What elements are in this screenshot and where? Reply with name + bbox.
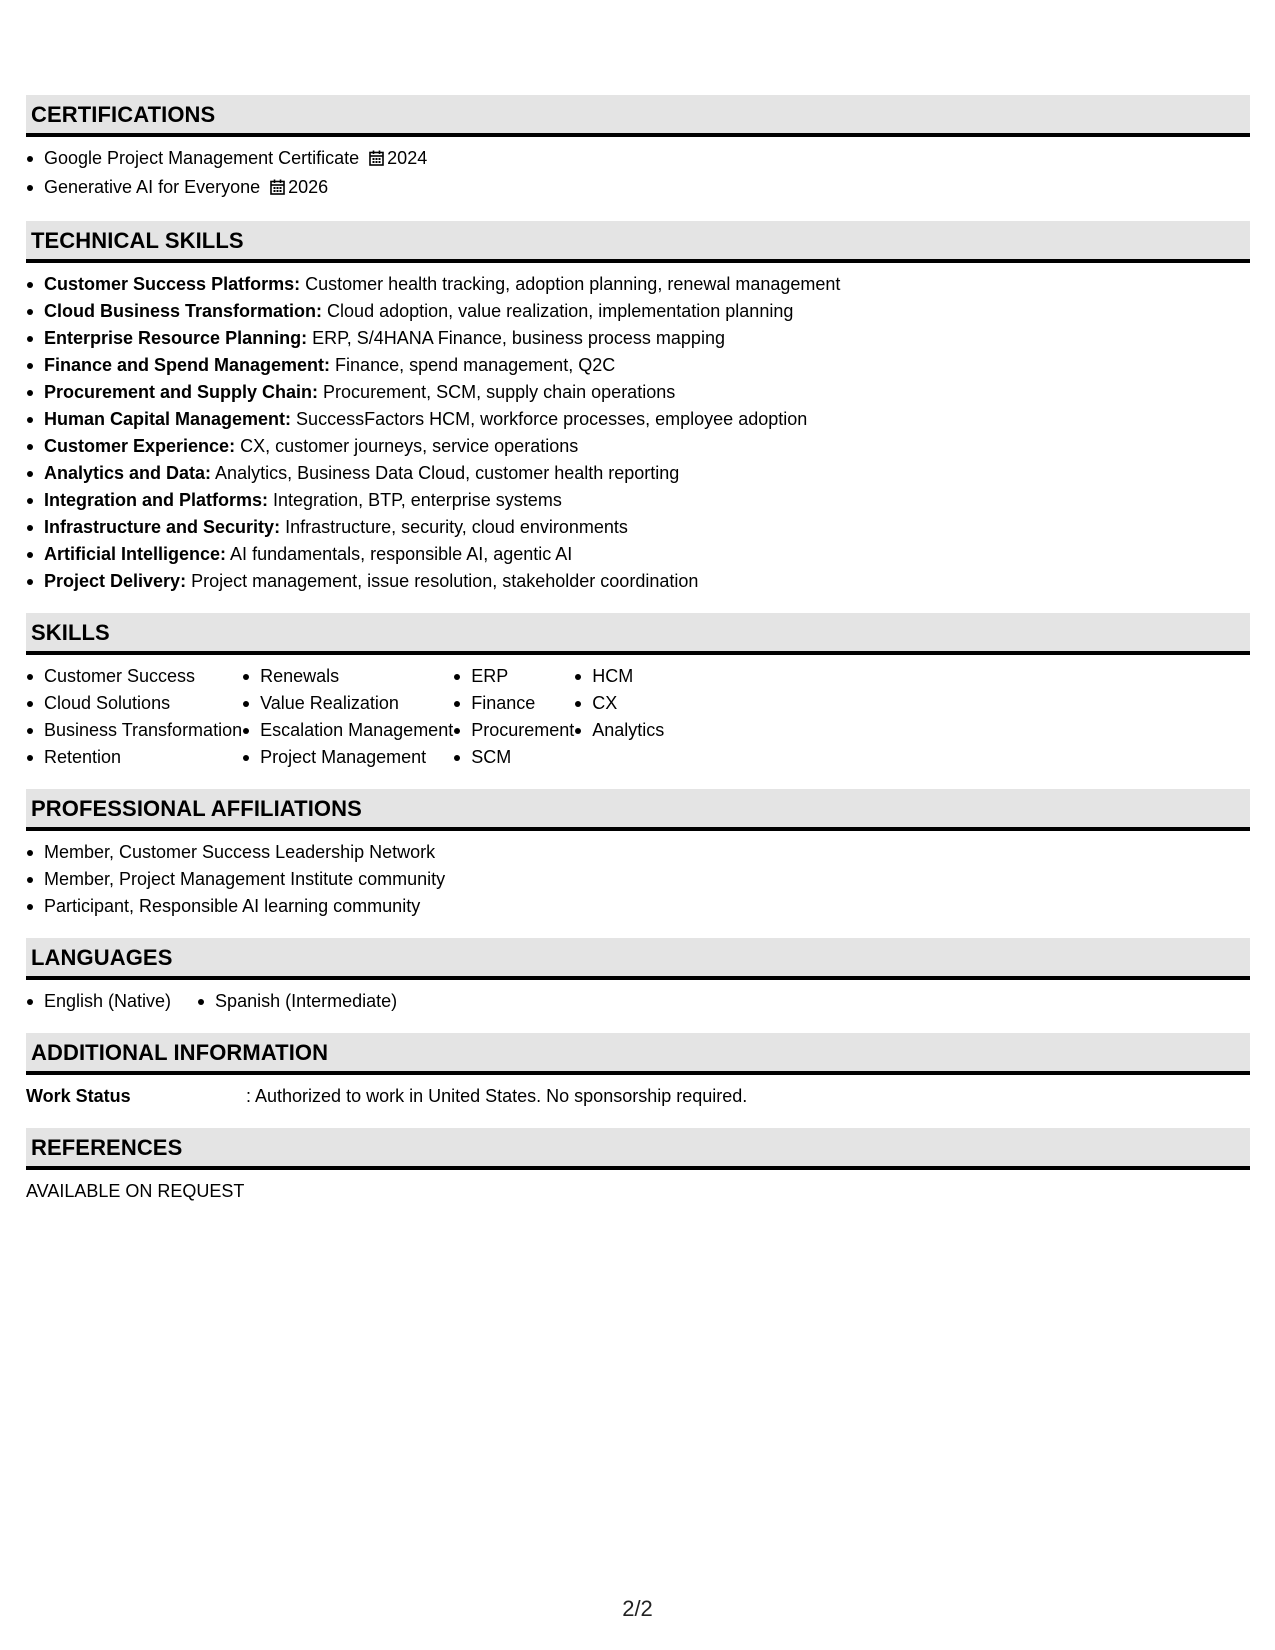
list-item: Cloud Solutions <box>44 690 242 717</box>
skill-category: Finance and Spend Management: <box>44 355 331 375</box>
certifications-heading: CERTIFICATIONS <box>26 95 1250 137</box>
list-item <box>44 352 1250 379</box>
list-item: Business Transformation <box>44 717 242 744</box>
calendar-icon <box>270 176 285 203</box>
list-item <box>44 487 1250 514</box>
skill-category: Cloud Business Transformation: <box>44 301 323 321</box>
list-item: Member, Project Management Institute community <box>44 866 1250 893</box>
list-item <box>44 145 1250 174</box>
skill-category: Project Delivery: <box>44 571 187 591</box>
skill-category: Integration and Platforms: <box>44 490 269 510</box>
affiliations-section <box>26 789 1250 920</box>
certifications-section <box>26 95 1250 203</box>
page-number: 2/2 <box>622 1596 653 1621</box>
list-item: Escalation Management <box>260 717 453 744</box>
additional-info-section <box>26 1033 1250 1110</box>
list-item: Retention <box>44 744 242 771</box>
skill-detail: Integration, BTP, enterprise systems <box>268 490 562 510</box>
skill-category: Human Capital Management: <box>44 409 292 429</box>
skill-detail: Cloud adoption, value realization, implementation planning <box>322 301 794 321</box>
list-item <box>44 174 1250 203</box>
certification-name: Generative AI for Everyone <box>44 177 261 197</box>
calendar-icon <box>369 147 384 174</box>
list-item: ERP <box>471 663 574 690</box>
skill-category: Analytics and Data: <box>44 463 212 483</box>
list-item <box>44 379 1250 406</box>
technical-skills-heading: TECHNICAL SKILLS <box>26 221 1250 263</box>
list-item: Procurement <box>471 717 574 744</box>
list-item <box>44 514 1250 541</box>
technical-skills-list <box>26 271 1250 595</box>
references-text: AVAILABLE ON REQUEST <box>26 1181 245 1201</box>
list-item <box>44 325 1250 352</box>
skill-category: Artificial Intelligence: <box>44 544 227 564</box>
list-item <box>44 271 1250 298</box>
work-status-row <box>26 1083 1250 1110</box>
work-status-label: Work Status <box>26 1086 131 1106</box>
list-item <box>44 406 1250 433</box>
list-item <box>44 541 1250 568</box>
skills-column <box>44 663 242 771</box>
languages-section <box>26 938 1250 1015</box>
certification-year: 2026 <box>288 177 329 197</box>
resume-page <box>26 95 1250 1223</box>
list-item <box>44 568 1250 595</box>
skill-detail: Infrastructure, security, cloud environments <box>280 517 628 537</box>
affiliations-heading: PROFESSIONAL AFFILIATIONS <box>26 789 1250 831</box>
certification-year: 2024 <box>387 148 428 168</box>
skill-detail: AI fundamentals, responsible AI, agentic AI <box>226 544 573 564</box>
list-item: Value Realization <box>260 690 453 717</box>
skill-category: Customer Success Platforms: <box>44 274 301 294</box>
skill-category: Procurement and Supply Chain: <box>44 382 319 402</box>
list-item: Customer Success <box>44 663 242 690</box>
list-item: CX <box>592 690 664 717</box>
additional-info-heading: ADDITIONAL INFORMATION <box>26 1033 1250 1075</box>
work-status-value: : Authorized to work in United States. No sponsorship required. <box>246 1086 748 1106</box>
list-item <box>44 460 1250 487</box>
certifications-list <box>26 145 1250 203</box>
list-item: SCM <box>471 744 574 771</box>
references-section <box>26 1128 1250 1205</box>
languages-list <box>26 988 1250 1015</box>
list-item <box>44 298 1250 325</box>
language-item: Spanish (Intermediate) <box>215 988 397 1015</box>
list-item: Project Management <box>260 744 453 771</box>
list-item: Renewals <box>260 663 453 690</box>
list-item: Finance <box>471 690 574 717</box>
language-item: English (Native) <box>44 988 171 1015</box>
skill-detail: Finance, spend management, Q2C <box>330 355 616 375</box>
affiliations-list <box>26 839 1250 920</box>
skill-category: Enterprise Resource Planning: <box>44 328 308 348</box>
skills-columns <box>26 663 1250 771</box>
skill-detail: SuccessFactors HCM, workforce processes, employee adoption <box>291 409 808 429</box>
list-item: Member, Customer Success Leadership Network <box>44 839 1250 866</box>
skill-detail: Customer health tracking, adoption planning, renewal management <box>300 274 841 294</box>
skills-column <box>574 663 664 771</box>
languages-heading: LANGUAGES <box>26 938 1250 980</box>
skill-category: Infrastructure and Security: <box>44 517 281 537</box>
certification-name: Google Project Management Certificate <box>44 148 360 168</box>
skills-column <box>242 663 453 771</box>
list-item <box>44 433 1250 460</box>
list-item: Analytics <box>592 717 664 744</box>
skill-detail: Procurement, SCM, supply chain operations <box>318 382 676 402</box>
skill-detail: ERP, S/4HANA Finance, business process mapping <box>307 328 725 348</box>
skills-column <box>453 663 574 771</box>
skill-detail: CX, customer journeys, service operations <box>235 436 579 456</box>
list-item: HCM <box>592 663 664 690</box>
skill-detail: Analytics, Business Data Cloud, customer health reporting <box>211 463 680 483</box>
skill-detail: Project management, issue resolution, stakeholder coordination <box>186 571 699 591</box>
skills-heading: SKILLS <box>26 613 1250 655</box>
skill-category: Customer Experience: <box>44 436 236 456</box>
technical-skills-section <box>26 221 1250 595</box>
skills-section <box>26 613 1250 771</box>
references-heading: REFERENCES <box>26 1128 1250 1170</box>
list-item: Participant, Responsible AI learning community <box>44 893 1250 920</box>
